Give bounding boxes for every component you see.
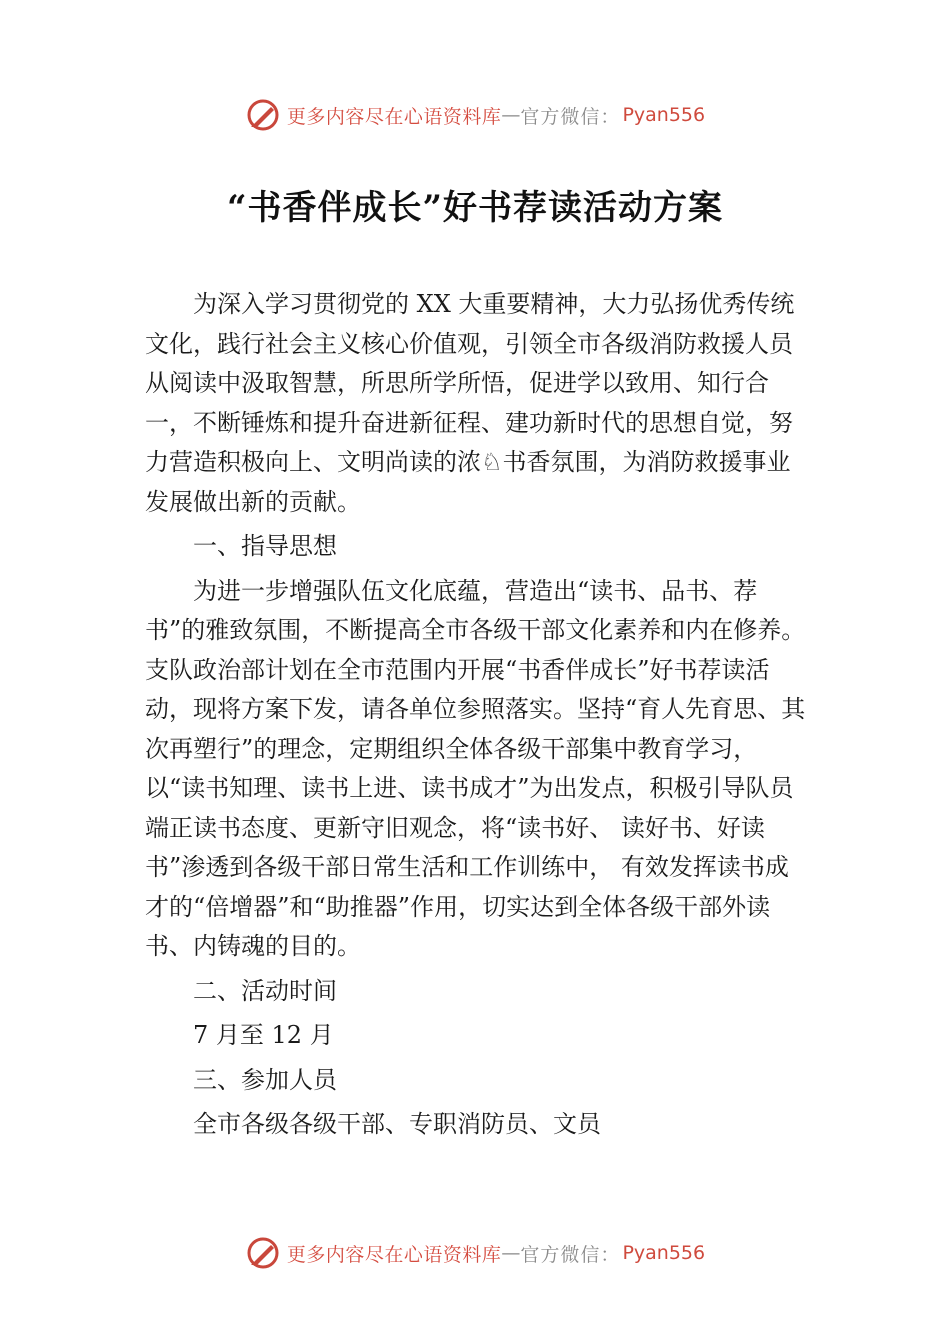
watermark-suffix: 官方微信： <box>520 105 621 128</box>
section2-heading: 二、活动时间 <box>193 976 337 1005</box>
watermark-wechat-id: Pyan556 <box>622 1242 706 1264</box>
pen-logo-icon <box>245 97 281 133</box>
watermark-wechat-id: Pyan556 <box>622 104 706 126</box>
header-watermark <box>0 95 950 135</box>
watermark-prefix: 更多内容尽在心语资料库 <box>286 105 502 128</box>
intro-paragraph: 为深入学习贯彻党的 XX 大重要精神，大力弘扬优秀传统文化，践行社会主义核心价值观，引领全市各级消防救援人员从阅读中汲取智慧，所思所学所悟，促进学以致用、知行合一，不断锤炼和提升奋进新征程、建功新时代的思想自觉，努力营造积极向上、文明尚读的浓♘书香氛围，为消防救援事业发展做出新的贡献。 <box>145 290 795 516</box>
footer-watermark <box>0 1233 950 1273</box>
section3-heading: 三、参加人员 <box>193 1065 337 1094</box>
section3-paragraph: 全市各级各级干部、专职消防员、文员 <box>193 1110 601 1138</box>
section2-paragraph: 7 月至 12 月 <box>193 1021 334 1049</box>
watermark-suffix: 官方微信： <box>520 1243 621 1266</box>
section1-paragraph: 为进一步增强队伍文化底蕴，营造出“读书、品书、荐书”的雅致氛围，不断提高全市各级干部文化素养和内在修养。支队政治部计划在全市范围内开展“书香伴成长”好书荐读活动，现将方案下发，请各单位参照落实。坚持“育人先育思、其次再塑行”的理念，定期组织全体各级干部集中教育学习，以“读书知理、读书上进、读书成才”为出发点，积极引导队员端正读书态度、更新守旧观念，将“读书好、 读好书、好读书”渗透到各级干部日常生活和工作训练中， 有效发挥读书成才的“倍增器”和“助推器”作用，切实达到全体各级干部外读书、内铸魂的目的。 <box>145 576 806 960</box>
document-body <box>145 285 810 1150</box>
watermark-prefix: 更多内容尽在心语资料库 <box>286 1243 502 1266</box>
watermark-separator: — <box>501 104 521 126</box>
watermark-separator: — <box>501 1242 521 1264</box>
document-title: “书香伴成长”好书荐读活动方案 <box>226 188 724 228</box>
pen-logo-icon <box>245 1235 281 1271</box>
section1-heading: 一、指导思想 <box>193 532 337 560</box>
